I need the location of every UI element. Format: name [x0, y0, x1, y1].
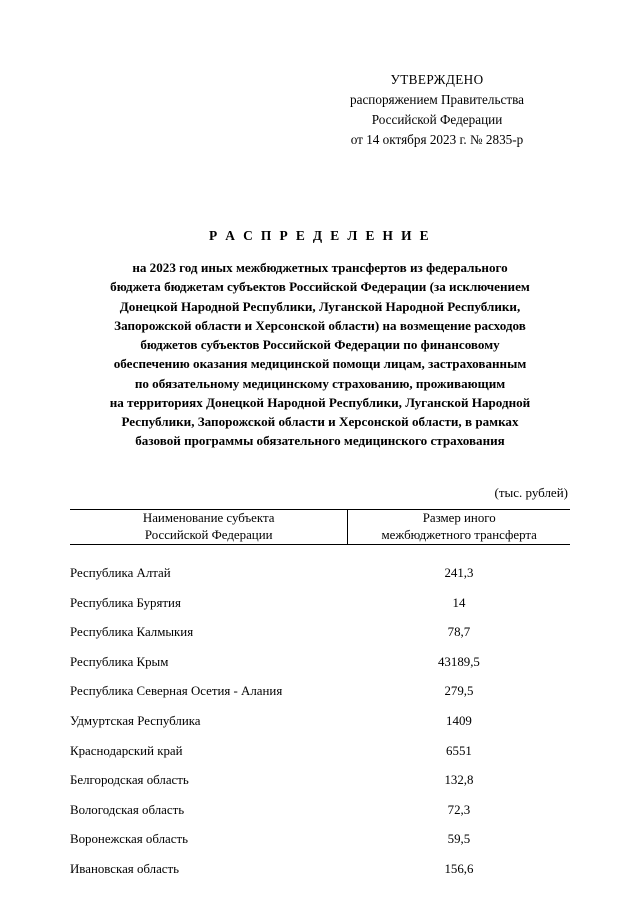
- subtitle-line: на территориях Донецкой Народной Республики, Луганской Народной: [109, 394, 531, 410]
- table-row: [70, 618, 570, 648]
- table-row: [70, 707, 570, 737]
- column-header-subject-line2: Российской Федерации: [144, 527, 273, 542]
- row-subject-name: Республика Алтай: [70, 565, 171, 580]
- table-body: [70, 544, 570, 884]
- document-subtitle: [70, 258, 570, 450]
- subtitle-line: бюджетов субъектов Российской Федерации по финансовому: [140, 337, 500, 353]
- row-amount: 6551: [446, 743, 472, 758]
- row-amount: 156,6: [444, 861, 474, 876]
- column-header-subject: [70, 509, 348, 544]
- table-row: [70, 544, 570, 588]
- column-header-amount: [348, 509, 570, 544]
- row-subject-name: Удмуртская Республика: [70, 713, 201, 728]
- table-row: [70, 588, 570, 618]
- column-header-subject-line1: Наименование субъекта: [142, 510, 275, 525]
- approval-line-1: УТВЕРЖДЕНО: [390, 72, 484, 87]
- table-row: [70, 766, 570, 796]
- row-amount: 241,3: [444, 565, 474, 580]
- row-subject-name: Республика Бурятия: [70, 595, 181, 610]
- row-subject-name: Белгородская область: [70, 773, 189, 788]
- table-row: [70, 736, 570, 766]
- row-amount: 132,8: [444, 773, 474, 788]
- approval-line-2: распоряжением Правительства: [350, 92, 524, 108]
- row-amount: 78,7: [447, 625, 471, 640]
- row-amount: 1409: [446, 713, 472, 728]
- subtitle-line: по обязательному медицинскому страхованию, проживающим: [134, 375, 506, 391]
- row-subject-name: Республика Крым: [70, 654, 169, 669]
- column-header-amount-line2: межбюджетного трансферта: [381, 527, 537, 542]
- approval-line-3: Российской Федерации: [371, 112, 503, 128]
- row-subject-name: Вологодская область: [70, 802, 185, 817]
- title-block: [70, 228, 570, 450]
- subtitle-line: на 2023 год иных межбюджетных трансфертов из федерального: [132, 260, 508, 276]
- column-header-amount-line1: Размер иного: [422, 510, 496, 525]
- row-subject-name: Республика Калмыкия: [70, 625, 194, 640]
- row-subject-name: Республика Северная Осетия - Алания: [70, 684, 283, 699]
- distribution-table: [70, 509, 570, 885]
- approval-block: [302, 70, 572, 150]
- subtitle-line: Запорожской области и Херсонской области) на возмещение расходов: [114, 317, 526, 333]
- table-header-row: [70, 509, 570, 544]
- approval-line-4: от 14 октября 2023 г. № 2835-р: [350, 132, 524, 148]
- subtitle-line: Донецкой Народной Республики, Луганской Народной Республики,: [119, 298, 521, 314]
- page-title: Р А С П Р Е Д Е Л Е Н И Е: [208, 228, 432, 244]
- units-note: (тыс. рублей): [494, 484, 568, 500]
- subtitle-line: Республики, Запорожской области и Херсонской области, в рамках: [121, 414, 519, 430]
- table-row: [70, 825, 570, 855]
- table-row: [70, 795, 570, 825]
- table-header: [70, 509, 570, 544]
- subtitle-line: обеспечению оказания медицинской помощи лицам, застрахованным: [113, 356, 527, 372]
- row-subject-name: Воронежская область: [70, 832, 188, 847]
- table-row: [70, 647, 570, 677]
- row-amount: 59,5: [447, 832, 471, 847]
- subtitle-line: бюджета бюджетам субъектов Российской Федерации (за исключением: [110, 279, 530, 295]
- row-subject-name: Ивановская область: [70, 861, 180, 876]
- table-row: [70, 855, 570, 885]
- row-amount: 72,3: [447, 802, 471, 817]
- row-amount: 43189,5: [437, 654, 480, 669]
- row-amount: 279,5: [444, 684, 474, 699]
- row-amount: 14: [452, 595, 466, 610]
- subtitle-line: базовой программы обязательного медицинского страхования: [135, 433, 505, 449]
- row-subject-name: Краснодарский край: [70, 743, 183, 758]
- table-row: [70, 677, 570, 707]
